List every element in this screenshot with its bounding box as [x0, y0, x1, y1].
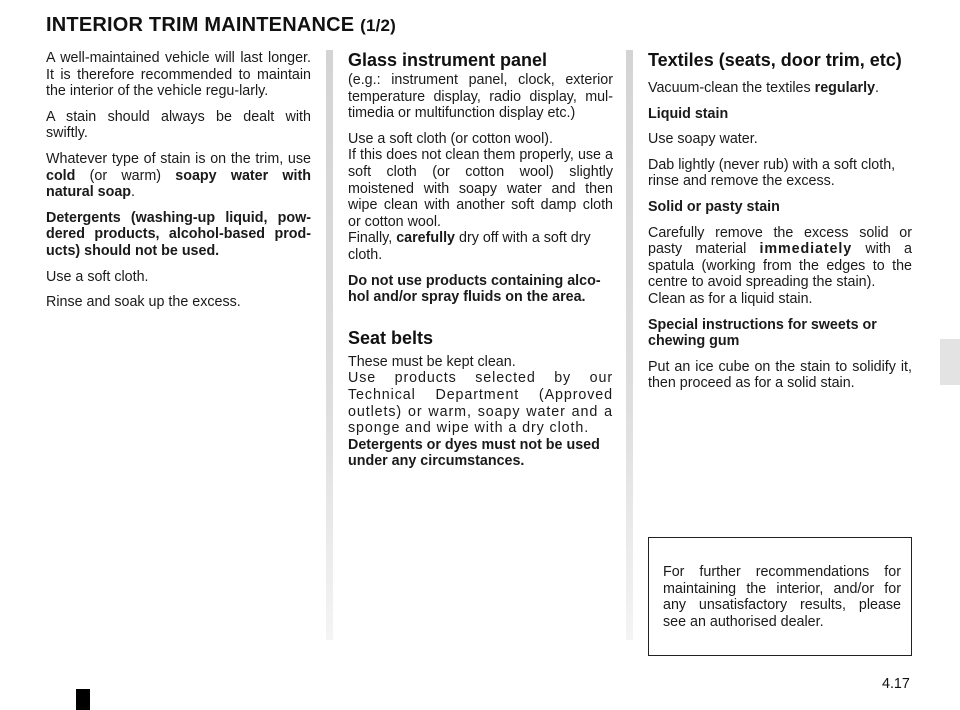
text-run: dry off with a soft dry cloth. [348, 230, 591, 263]
belts-warning: Detergents or dyes must not be used under any circumstances. [348, 436, 600, 470]
page-title-part: (1/2) [360, 16, 397, 35]
bold-regularly: regularly [814, 80, 876, 96]
chapter-side-tab [940, 339, 960, 385]
belts-line-1: These must be kept clean. [348, 353, 516, 370]
solid-stain-text-2: Clean as for a liquid stain. [648, 290, 813, 307]
glass-panel-column [348, 50, 613, 479]
text-run: . [131, 184, 135, 201]
bold-cold: cold [46, 167, 76, 184]
solid-stain-title: Solid or pasty stain [648, 198, 780, 215]
liquid-stain-text-2: Dab lightly (never rub) with a soft cloth, rinse and remove the excess. [648, 156, 896, 190]
bold-carefully: carefully [396, 230, 456, 247]
intro-column [46, 50, 311, 320]
intro-paragraph-6: Rinse and soak up the excess. [46, 294, 241, 311]
glass-line-2: If this does not clean them properly, use a soft cloth (or cotton wool) slightly moistened with soapy water and then wipe clean with another soft damp cloth or cotton wool. [348, 147, 613, 230]
dealer-note-box [648, 537, 912, 656]
text-run: with a spatula (working from the edges to the centre to avoid spreading the stain). [648, 241, 912, 291]
solid-stain-body [648, 225, 912, 291]
intro-paragraph-5: Use a soft cloth. [46, 268, 149, 285]
bold-soapy-water: soapy water with natural soap [46, 167, 311, 201]
text-run: Vacuum-clean the textiles [648, 80, 815, 96]
text-run: Finally, [348, 230, 397, 247]
page-number: 4.17 [882, 676, 910, 692]
column-divider-right [626, 50, 633, 640]
detergent-warning [46, 210, 311, 260]
bold-immediately: immediately [759, 241, 853, 258]
dealer-note-text: For further recommendations for maintaining the interior, and/or for any unsatisfactory results, please see an authorised dealer. [663, 564, 901, 630]
glass-panel-title: Glass instrument panel [348, 50, 548, 70]
liquid-stain-title: Liquid stain [648, 105, 729, 122]
seat-belts-text [348, 354, 613, 470]
glass-panel-instructions [348, 131, 613, 264]
text-run: . [875, 80, 880, 96]
glass-warning-text: Do not use products containing alco-hol and/or spray fluids on the area. [348, 272, 601, 306]
textiles-column [648, 50, 912, 401]
solid-stain-text [648, 225, 912, 308]
column-divider-left [326, 50, 333, 640]
liquid-stain-text-1: Use soapy water. [648, 131, 758, 148]
textiles-intro [648, 80, 912, 97]
intro-paragraph-3 [46, 151, 311, 201]
text-run: Whatever type of stain is on the trim, use [46, 150, 311, 167]
page-title [46, 14, 396, 37]
glass-panel-intro: (e.g.: instrument panel, clock, exterior temperature display, radio display, mul-timedia or multifunction display etc.) [348, 72, 613, 122]
special-instructions-title: Special instructions for sweets or chewing gum [648, 316, 877, 350]
text-run: (or warm) [75, 167, 176, 184]
glass-finally [348, 230, 591, 263]
intro-paragraph-2: A stain should always be dealt with swiftly. [46, 108, 311, 142]
seat-belts-title: Seat belts [348, 327, 434, 348]
page-edge-mark [76, 689, 90, 710]
special-instructions-text: Put an ice cube on the stain to solidify it, then proceed as for a solid stain. [648, 358, 912, 392]
glass-panel-warning [348, 273, 613, 306]
detergent-warning-text: Detergents (washing-up liquid, pow-dered products, alcohol-based prod-ucts) should not be used. [46, 209, 311, 259]
page-title-main: INTERIOR TRIM MAINTENANCE [46, 14, 355, 36]
glass-line-1: Use a soft cloth (or cotton wool). [348, 130, 554, 147]
text-run: Carefully remove the excess solid or pasty material [648, 224, 912, 258]
belts-line-2: Use products selected by our Technical Department (Approved outlets) or warm, soapy water and a sponge and wipe with a dry cloth. [348, 370, 613, 437]
textiles-title: Textiles (seats, door trim, etc) [648, 50, 902, 70]
intro-paragraph-1: A well-maintained vehicle will last longer. It is therefore recommended to maintain the interior of the vehicle regu-larly. [46, 50, 311, 100]
